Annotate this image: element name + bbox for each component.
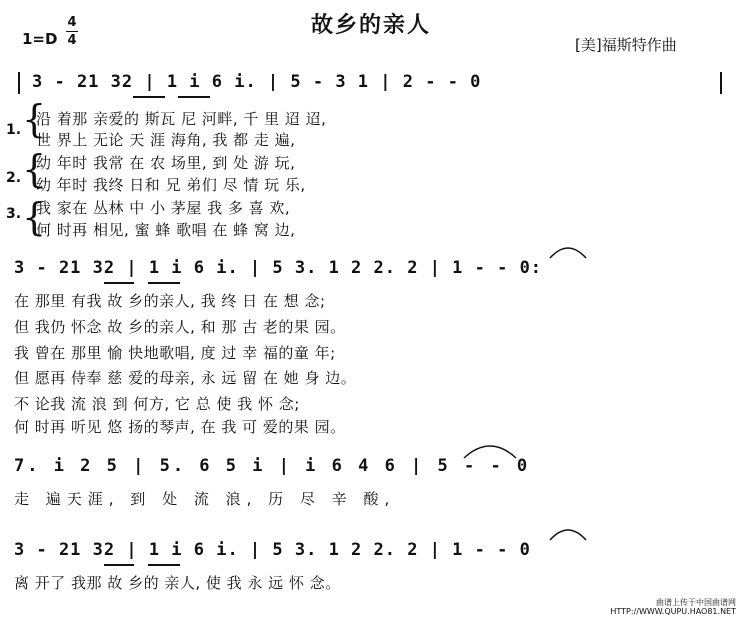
lyric-line: 离 开了 我那 故 乡的 亲人, 使 我 永 远 怀 念。 <box>14 574 341 592</box>
beam <box>104 564 134 566</box>
lyric-line: 但 愿再 侍奉 慈 爱的母亲, 永 远 留 在 她 身 边。 <box>14 369 357 387</box>
time-signature-line <box>66 31 78 32</box>
watermark-line-1: 曲谱上传于中国曲谱网 <box>656 598 736 607</box>
lyric-line: 在 那里 有我 故 乡的亲人, 我 终 日 在 想 念; <box>14 292 326 310</box>
lyric-line: 何 时再 相见, 蜜 蜂 歌唱 在 蜂 窝 边, <box>36 221 296 239</box>
verse-number-1: 1. <box>6 122 22 138</box>
composer-credit: [美]福斯特作曲 <box>575 36 677 54</box>
lyric-line: 走 遍天涯, 到 处 流 浪, 历 尽 辛 酸, <box>14 490 396 508</box>
beam <box>178 96 210 98</box>
verse-number-2: 2. <box>6 170 22 186</box>
system-2-notes: 3 - 21 32 | 1 i 6 i. | 5 3. 1 2 2. 2 | 1 - - 0: <box>14 258 543 278</box>
lyric-line: 幼 年时 我常 在 农 场里, 到 处 游 玩, <box>36 154 296 172</box>
verse-brace: { <box>22 195 47 239</box>
lyric-line: 世 界上 无论 天 涯 海角, 我 都 走 遍, <box>36 131 296 149</box>
beam <box>133 96 165 98</box>
beam <box>104 282 134 284</box>
verse-brace: { <box>22 97 47 141</box>
lyric-line: 我 曾在 那里 愉 快地歌唱, 度 过 幸 福的童 年; <box>14 344 336 362</box>
time-signature-bottom: 4 <box>67 33 77 48</box>
barline <box>720 72 722 94</box>
key-signature: 1=D <box>22 30 58 48</box>
lyric-line: 幼 年时 我终 日和 兄 弟们 尽 情 玩 乐, <box>36 176 306 194</box>
verse-brace: { <box>22 147 47 191</box>
lyric-line: 沿 着那 亲爱的 斯瓦 尼 河畔, 千 里 迢 迢, <box>36 110 327 128</box>
beam <box>148 564 180 566</box>
page-title: 故乡的亲人 <box>310 13 431 38</box>
watermark <box>610 598 736 616</box>
lyric-line: 不 论我 流 浪 到 何方, 它 总 使 我 怀 念; <box>14 395 300 413</box>
system-4-notes: 3 - 21 32 | 1 i 6 i. | 5 3. 1 2 2. 2 | 1 - - 0 <box>14 540 531 560</box>
beam <box>148 282 180 284</box>
time-signature <box>64 14 80 49</box>
tie-slur <box>548 526 588 542</box>
lyric-line: 但 我仍 怀念 故 乡的亲人, 和 那 古 老的果 园。 <box>14 318 346 336</box>
tie-slur <box>548 244 588 260</box>
lyric-line: 我 家在 丛林 中 小 茅屋 我 多 喜 欢, <box>36 199 291 217</box>
verse-number-3: 3. <box>6 206 22 222</box>
watermark-line-2: HTTP://WWW.QUPU.HAO81.NET <box>610 607 736 616</box>
lyric-line: 何 时再 听见 悠 扬的琴声, 在 我 可 爱的果 园。 <box>14 418 346 436</box>
tie-slur <box>462 442 518 460</box>
time-signature-top: 4 <box>67 15 77 30</box>
system-1-notes: 3 - 21 32 | 1 i 6 i. | 5 - 3 1 | 2 - - 0 <box>32 72 482 92</box>
start-barline <box>18 72 20 94</box>
system-3-notes: 7. i 2 5 | 5. 6 5 i | i 6 4 6 | 5 - - 0 <box>14 456 531 476</box>
